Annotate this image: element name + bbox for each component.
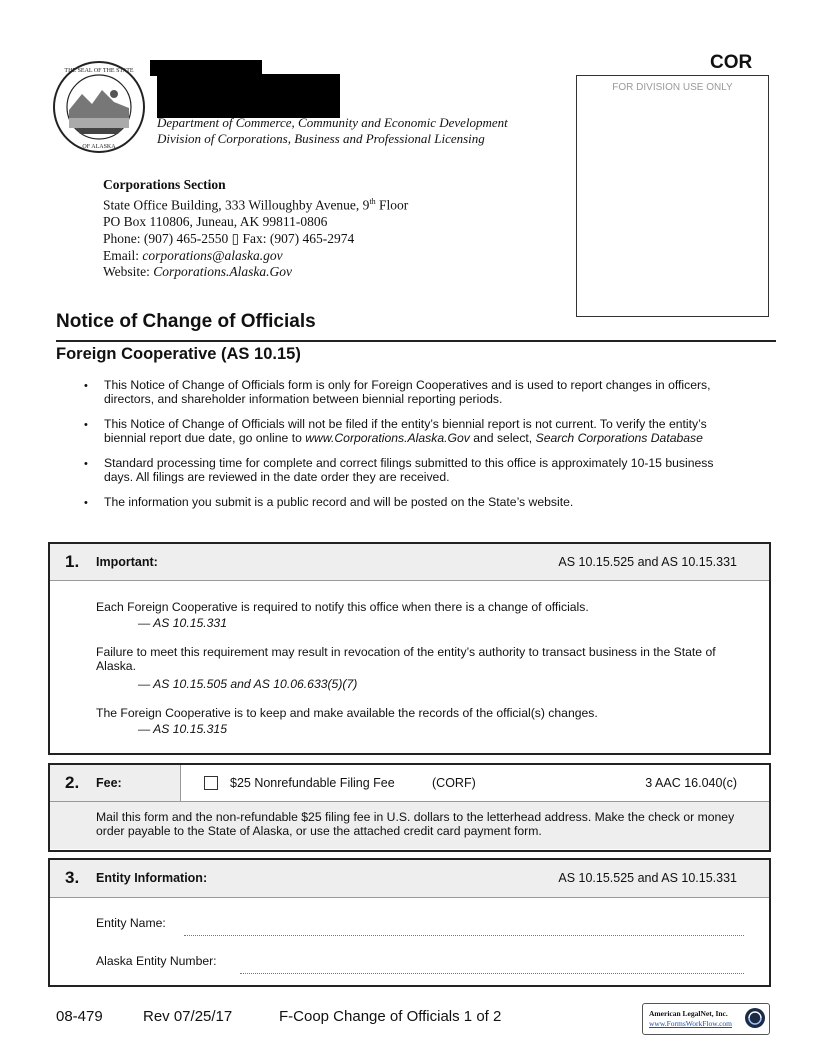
instructions-list xyxy=(84,378,734,520)
section-number: 1. xyxy=(65,552,80,571)
division-use-label: FOR DIVISION USE ONLY xyxy=(612,82,733,93)
fee-code: (CORF) xyxy=(432,776,476,790)
column-divider xyxy=(180,765,181,801)
globe-icon xyxy=(744,1007,766,1029)
section-label: Entity Information: xyxy=(96,871,208,885)
section-reference: 3 AAC 16.040(c) xyxy=(645,776,737,790)
footer-revision: Rev 07/25/17 xyxy=(143,1008,233,1025)
redaction-block xyxy=(157,74,340,118)
website-link[interactable]: Corporations.Alaska.Gov xyxy=(153,264,293,280)
title-divider xyxy=(56,340,776,342)
entity-number-field[interactable] xyxy=(240,973,744,974)
email-link[interactable]: corporations@alaska.gov xyxy=(142,247,283,263)
list-item: • This Notice of Change of Officials form is only for Foreign Cooperatives and is used to report changes in officers, directors, and shareholder information between biennial reporting periods. xyxy=(84,378,734,406)
list-item: • Standard processing time for complete and correct filings submitted to this office is approximately 10-15 business days. All filings are reviewed in the date order they are received. xyxy=(84,456,734,484)
svg-text:OF ALASKA: OF ALASKA xyxy=(82,144,116,150)
section-reference: AS 10.15.525 and AS 10.15.331 xyxy=(558,871,737,885)
svg-text:THE SEAL OF THE STATE: THE SEAL OF THE STATE xyxy=(64,68,134,74)
footer-page-info: F-Coop Change of Officials 1 of 2 xyxy=(279,1008,502,1025)
fee-instructions: Mail this form and the non-refundable $25 filing fee in U.S. dollars to the letterhead address. Make the check or money order payable to the State of Alaska, or use the attached credit card payment form. xyxy=(96,810,735,838)
citation: — AS 10.15.331 xyxy=(138,616,227,630)
contact-section: Corporations Section xyxy=(103,177,226,192)
section-body xyxy=(50,802,769,849)
page-subtitle: Foreign Cooperative (AS 10.15) xyxy=(56,345,301,363)
citation: — AS 10.15.315 xyxy=(138,722,227,736)
american-legalnet-logo[interactable] xyxy=(642,1003,770,1035)
department-name: Department of Commerce, Community and Economic Development xyxy=(157,115,508,130)
section-header xyxy=(50,544,769,581)
division-use-box xyxy=(576,75,769,317)
section-label: Fee: xyxy=(96,776,122,790)
page-title: Notice of Change of Officials xyxy=(56,311,316,332)
entity-name-label: Entity Name: xyxy=(96,916,166,930)
logo-url: www.FormsWorkFlow.com xyxy=(649,1019,733,1028)
section-label: Important: xyxy=(96,555,158,569)
contact-address: State Office Building, 333 Willoughby Avenue, 9th Floor xyxy=(103,196,409,213)
entity-name-field[interactable] xyxy=(184,935,744,936)
section-number: 2. xyxy=(65,773,80,792)
form-code: COR xyxy=(710,52,753,73)
section-fee xyxy=(48,763,771,852)
fee-label: $25 Nonrefundable Filing Fee xyxy=(230,776,395,790)
important-text-3: The Foreign Cooperative is to keep and make available the records of the official(s) changes. xyxy=(96,706,598,720)
important-text-2: Failure to meet this requirement may result in revocation of the entity’s authority to transact business in the State of Alaska. xyxy=(96,645,716,673)
list-item: • The information you submit is a public record and will be posted on the State’s website. xyxy=(84,495,734,509)
state-seal-icon xyxy=(52,60,146,154)
entity-number-label: Alaska Entity Number: xyxy=(96,954,217,968)
contact-phone: Phone: (907) 465-2550 ▯ Fax: (907) 465-2974 xyxy=(103,230,355,246)
section-reference: AS 10.15.525 and AS 10.15.331 xyxy=(558,555,737,569)
logo-company: American LegalNet, Inc. xyxy=(649,1009,728,1018)
footer-form-number: 08-479 xyxy=(56,1008,103,1025)
list-item: • This Notice of Change of Officials will not be filed if the entity’s biennial report is not current. To verify the entity’s biennial report due date, go online to www.Corporations.Alaska.Gov and select, Search Corporations Database xyxy=(84,417,734,445)
section-header xyxy=(50,765,769,802)
contact-block xyxy=(103,177,408,281)
contact-po-box: PO Box 110806, Juneau, AK 99811-0806 xyxy=(103,214,328,230)
fee-checkbox[interactable] xyxy=(204,776,218,790)
department-text xyxy=(157,115,508,147)
division-name: Division of Corporations, Business and Professional Licensing xyxy=(157,131,485,146)
contact-email: Email: corporations@alaska.gov xyxy=(103,247,283,263)
website-link[interactable]: www.Corporations.Alaska.Gov xyxy=(305,431,470,445)
section-entity-information xyxy=(48,858,771,987)
section-important xyxy=(48,542,771,755)
section-number: 3. xyxy=(65,868,80,887)
citation: — AS 10.15.505 and AS 10.06.633(5)(7) xyxy=(138,677,358,691)
contact-website: Website: Corporations.Alaska.Gov xyxy=(103,264,293,280)
section-header xyxy=(50,860,769,898)
important-text-1: Each Foreign Cooperative is required to notify this office when there is a change of officials. xyxy=(96,600,589,614)
